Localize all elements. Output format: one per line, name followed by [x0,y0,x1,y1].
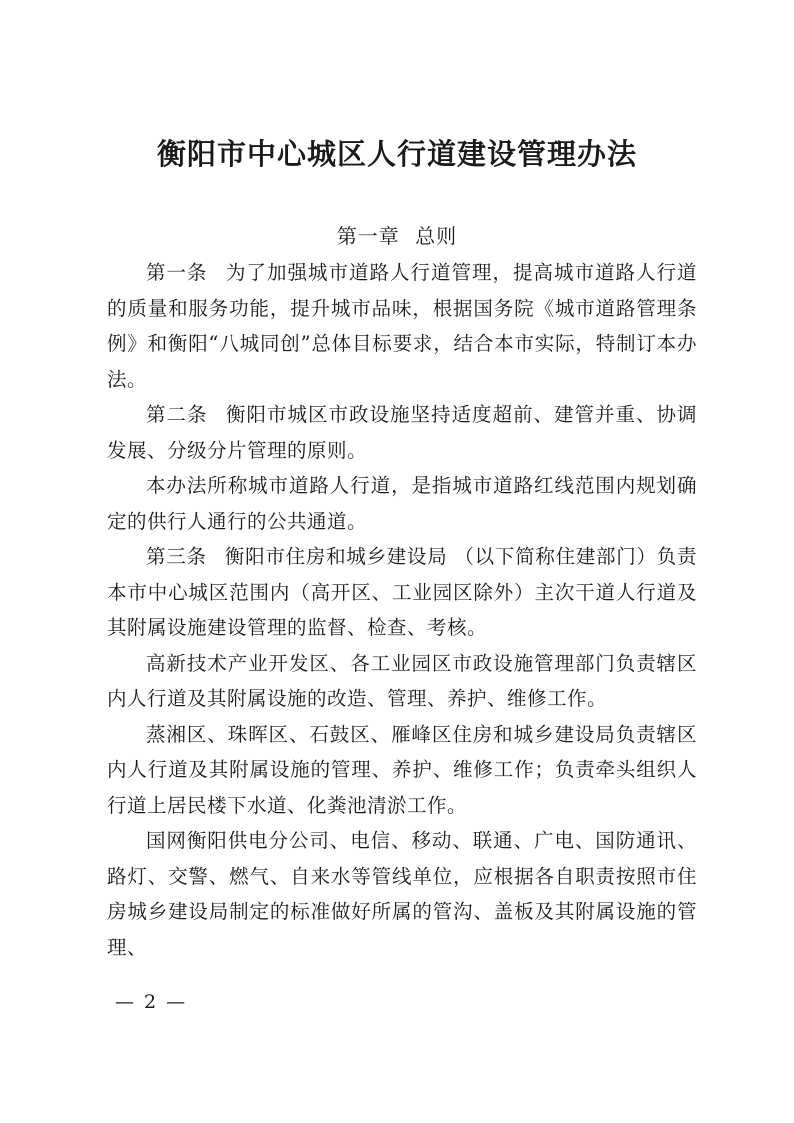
paragraph-districts [107,717,697,824]
paragraph-definition [107,468,697,539]
paragraph-article-2 [107,397,697,468]
chapter-heading: 第一章 总则 [336,224,458,248]
article-number: 第三条 [146,545,207,568]
article-number: 第二条 [146,403,208,426]
paragraph-article-3 [107,539,697,646]
article-number: 第一条 [146,261,208,284]
paragraph-text: 为了加强城市道路人行道管理，提高城市道路人行道的质量和服务功能，提升城市品味，根据国务院《城市道路管理条例》和衡阳“八城同创”总体目标要求，结合本市实际，特制订本办法。 [107,261,697,391]
document-body [107,255,697,965]
paragraph-text: 衡阳市住房和城乡建设局 （以下简称住建部门）负责本市中心城区范围内（高开区、工业园区除外）主次干道人行道及其附属设施建设管理的监督、检查、考核。 [107,545,697,639]
paragraph-text: 衡阳市城区市政设施坚持适度超前、建管并重、协调发展、分级分片管理的原则。 [107,403,697,462]
page-number: — 2 — [115,991,188,1013]
paragraph-text: 高新技术产业开发区、各工业园区市政设施管理部门负责辖区内人行道及其附属设施的改造、管理、养护、维修工作。 [107,651,697,710]
paragraph-hightech-zone [107,646,697,717]
paragraph-text: 本办法所称城市道路人行道，是指城市道路红线范围内规划确定的供行人通行的公共通道。 [107,474,697,533]
paragraph-article-1 [107,255,697,397]
paragraph-text: 国网衡阳供电分公司、电信、移动、联通、广电、国防通讯、路灯、交警、燃气、自来水等管线单位，应根据各自职责按照市住房城乡建设局制定的标准做好所属的管沟、盖板及其附属设施的管理、 [107,829,697,959]
paragraph-utilities [107,823,697,965]
document-title: 衡阳市中心城区人行道建设管理办法 [156,137,637,171]
paragraph-text: 蒸湘区、珠晖区、石鼓区、雁峰区住房和城乡建设局负责辖区内人行道及其附属设施的管理、养护、维修工作；负责牵头组织人行道上居民楼下水道、化粪池清淤工作。 [107,722,697,817]
